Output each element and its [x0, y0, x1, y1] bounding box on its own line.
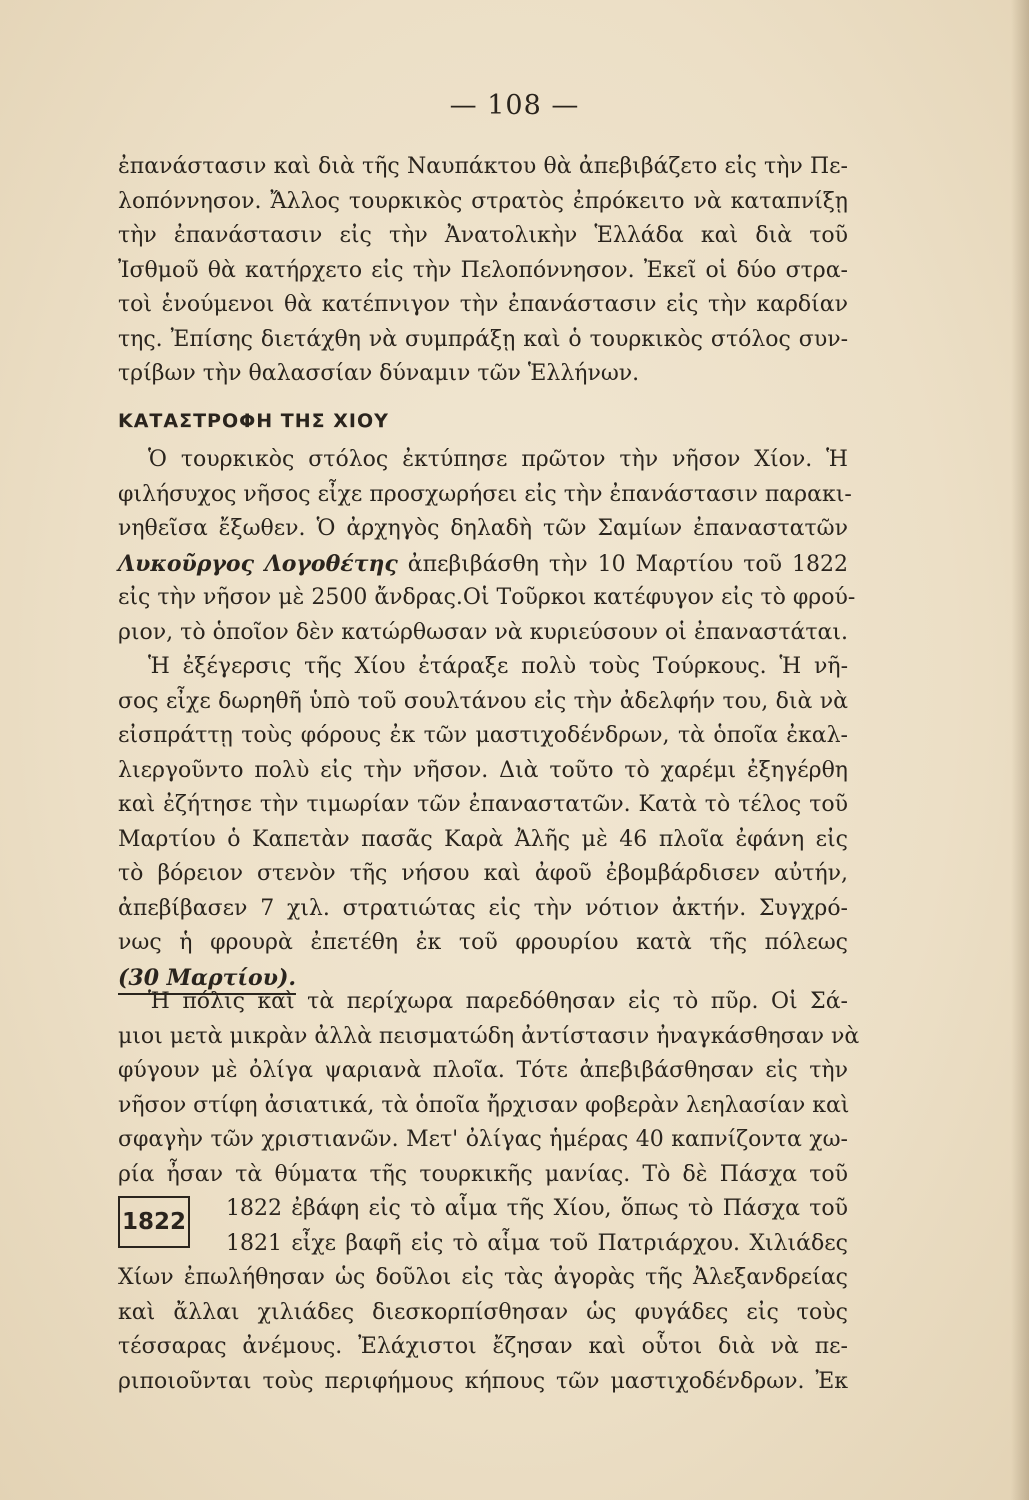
- text-line: Ἡ ἐξέγερσις τῆς Χίου ἐτάραξε πολὺ τοὺς Τούρκους. Ἡ νῆ-: [148, 654, 848, 679]
- date-note: (30 Μαρτίου).: [118, 965, 296, 995]
- text-line: ρία ἦσαν τὰ θύματα τῆς τουρκικῆς μανίας. Τὸ δὲ Πάσχα τοῦ: [118, 1161, 848, 1187]
- section-heading: ΚΑΤΑΣΤΡΟΦΗ ΤΗΣ ΧΙΟΥ: [118, 410, 389, 432]
- person-name: Λυκοῦργος Λογοθέτης: [118, 550, 398, 577]
- text-line: νηθεῖσα ἔξωθεν. Ὁ ἀρχηγὸς δηλαδὴ τῶν Σαμίων ἐπαναστατῶν: [118, 516, 848, 541]
- paragraph-intro: [118, 150, 848, 392]
- text-line: εἰς τὴν νῆσον μὲ 2500 ἄνδρας.Οἱ Τοῦρκοι κατέφυγον εἰς τὸ φρού-: [118, 585, 856, 610]
- text-line: Ὁ τουρκικὸς στόλος ἐκτύπησε πρῶτον τὴν νῆσον Χίον. Ἡ: [148, 447, 848, 472]
- text-line: [118, 547, 848, 582]
- text-line: Ἡ πόλις καὶ τὰ περίχωρα παρεδόθησαν εἰς τὸ πῦρ. Οἱ Σά-: [148, 989, 848, 1014]
- text-line: εἰσπράττῃ τοὺς φόρους ἐκ τῶν μαστιχοδένδρων, τὰ ὁποῖα ἐκαλ-: [118, 723, 848, 748]
- paragraph-chios: [118, 443, 856, 995]
- text-line: νῆσον στίφη ἀσιατικά, τὰ ὁποῖα ἤρχισαν φοβερὰν λεηλασίαν καὶ: [118, 1092, 850, 1118]
- text-line: ἀπεβίβασεν 7 χιλ. στρατιώτας εἰς τὴν νότιον ἀκτήν. Συγχρό-: [118, 895, 848, 921]
- page-number: — 108 —: [449, 90, 580, 121]
- text-line: τέσσαρας ἀνέμους. Ἐλάχιστοι ἔζησαν καὶ οὗτοι διὰ νὰ πε-: [118, 1334, 848, 1359]
- text-line: λιεργοῦντο πολὺ εἰς τὴν νῆσον. Διὰ τοῦτο τὸ χαρέμι ἐξηγέρθη: [118, 757, 848, 783]
- text-line: φιλήσυχος νῆσος εἶχε προσχωρήσει εἰς τὴν ἐπανάστασιν παρακι-: [118, 481, 852, 507]
- text-line: ἐπανάστασιν καὶ διὰ τῆς Ναυπάκτου θὰ ἀπεβιβάζετο εἰς τὴν Πε-: [118, 154, 848, 179]
- text-line: της. Ἐπίσης διετάχθη νὰ συμπράξῃ καὶ ὁ τουρκικὸς στόλος συν-: [118, 326, 848, 352]
- text-line: φύγουν μὲ ὀλίγα ψαριανὰ πλοῖα. Τότε ἀπεβιβάσθησαν εἰς τὴν: [118, 1058, 848, 1083]
- text-line: Μαρτίου ὁ Καπετὰν πασᾶς Καρὰ Ἀλῆς μὲ 46 πλοῖα ἐφάνη εἰς: [118, 826, 848, 852]
- text-line: τρίβων τὴν θαλασσίαν δύναμιν τῶν Ἑλλήνων.: [118, 361, 640, 386]
- text-line: Ἰσθμοῦ θὰ κατήρχετο εἰς τὴν Πελοπόννησον. Ἐκεῖ οἱ δύο στρα-: [118, 257, 848, 283]
- text-line: ριποιοῦνται τοὺς περιφήμους κήπους τῶν μαστιχοδένδρων. Ἐκ: [118, 1368, 848, 1394]
- text-line: λοπόννησον. Ἄλλος τουρκικὸς στρατὸς ἐπρόκειτο νὰ καταπνίξῃ: [118, 188, 848, 214]
- paragraph-massacre: [118, 985, 860, 1399]
- margin-year-box: 1822: [118, 1196, 190, 1248]
- text-line: σος εἶχε δωρηθῆ ὑπὸ τοῦ σουλτάνου εἰς τὴν ἀδελφήν του, διὰ νὰ: [118, 688, 848, 714]
- page-binding-shadow: [1011, 0, 1029, 1500]
- text-line: τοὶ ἑνούμενοι θὰ κατέπνιγον τὴν ἐπανάστασιν εἰς τὴν καρδίαν: [118, 292, 848, 317]
- text-line: μιοι μετὰ μικρὰν ἀλλὰ πεισματώδη ἀντίστασιν ἠναγκάσθησαν νὰ: [118, 1023, 860, 1049]
- text-fragment: ἀπεβιβάσθη τὴν 10 Μαρτίου τοῦ 1822: [397, 551, 849, 577]
- text-line: νως ἡ φρουρὰ ἐπετέθη ἐκ τοῦ φρουρίου κατὰ τῆς πόλεως: [118, 930, 848, 955]
- text-line: Χίων ἐπωλήθησαν ὡς δοῦλοι εἰς τὰς ἀγορὰς τῆς Ἀλεξανδρείας: [118, 1265, 848, 1290]
- text-line: 1821 εἶχε βαφῆ εἰς τὸ αἷμα τοῦ Πατριάρχου. Χιλιάδες: [226, 1230, 848, 1256]
- text-line: σφαγὴν τῶν χριστιανῶν. Μετ' ὀλίγας ἡμέρας 40 καπνίζοντα χω-: [118, 1127, 848, 1152]
- text-line: τὴν ἐπανάστασιν εἰς τὴν Ἀνατολικὴν Ἑλλάδα καὶ διὰ τοῦ: [118, 223, 848, 248]
- text-line: τὸ βόρειον στενὸν τῆς νήσου καὶ ἀφοῦ ἐβομβάρδισεν αὐτήν,: [118, 861, 848, 886]
- text-line: 1822 ἐβάφη εἰς τὸ αἷμα τῆς Χίου, ὅπως τὸ Πάσχα τοῦ: [226, 1196, 848, 1221]
- text-line: καὶ ἐζήτησε τὴν τιμωρίαν τῶν ἐπαναστατῶν. Κατὰ τὸ τέλος τοῦ: [118, 792, 848, 817]
- text-line: καὶ ἄλλαι χιλιάδες διεσκορπίσθησαν ὡς φυγάδες εἰς τοὺς: [118, 1299, 848, 1325]
- text-line: ριον, τὸ ὁποῖον δὲν κατώρθωσαν νὰ κυριεύσουν οἱ ἐπαναστάται.: [118, 619, 848, 645]
